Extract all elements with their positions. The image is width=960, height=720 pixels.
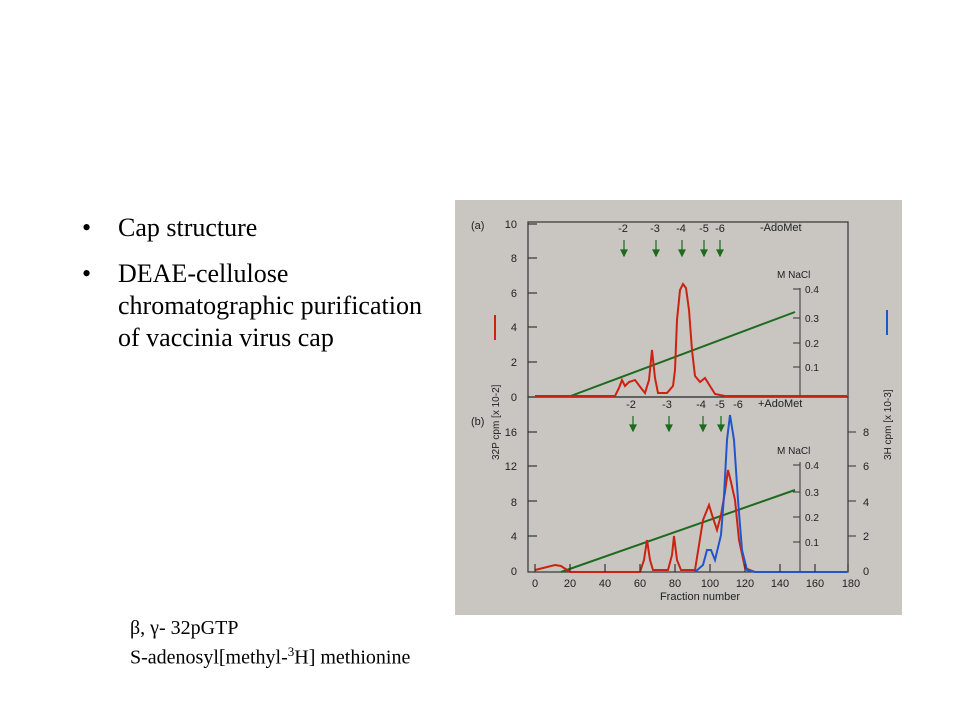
tick-label: 0 xyxy=(531,578,539,590)
tick-label: 8 xyxy=(510,497,517,509)
tick-label: 4 xyxy=(863,497,870,509)
tick-label: 160 xyxy=(805,578,825,590)
panel-b-tick-marks xyxy=(528,432,537,536)
tick-label: 120 xyxy=(735,578,755,590)
tick-label: 180 xyxy=(841,578,861,590)
chromatography-figure xyxy=(455,200,902,615)
marker-label: -6 xyxy=(733,399,743,411)
marker-label: -5 xyxy=(699,223,709,235)
caption-line-1: β, γ- 32pGTP xyxy=(130,617,239,639)
marker-label: -6 xyxy=(715,223,725,235)
marker-label: -3 xyxy=(650,223,660,235)
panel-a-arrows xyxy=(621,240,723,256)
panel-b-nacl-axis xyxy=(777,446,819,572)
tick-label: 100 xyxy=(700,578,720,590)
tick-label: 60 xyxy=(633,578,647,590)
tick-label: 0 xyxy=(510,392,517,404)
tick-label: 0.2 xyxy=(805,513,819,524)
panel-a-nacl-axis xyxy=(777,270,819,397)
tick-label: 0.1 xyxy=(805,363,819,374)
tick-label: 6 xyxy=(863,461,870,473)
bullet-dot: • xyxy=(82,259,92,288)
bullet-list xyxy=(80,212,430,368)
panel-a-markers xyxy=(618,223,725,235)
caption-text: S-adenosyl[methyl- xyxy=(130,646,288,669)
bullet-dot: • xyxy=(82,213,92,242)
panel-b-label: (b) xyxy=(471,416,485,428)
tick-label: 40 xyxy=(598,578,612,590)
tick-label: 2 xyxy=(863,531,870,543)
tick-label: 0 xyxy=(510,566,517,578)
nacl-label: M NaCl xyxy=(777,446,811,457)
tick-label: 0.1 xyxy=(805,538,819,549)
x-axis-label: Fraction number xyxy=(659,591,741,603)
panel-a-nacl-gradient xyxy=(568,312,795,397)
panel-b-condition: +AdoMet xyxy=(758,398,803,410)
bullet-cap-structure xyxy=(80,212,430,244)
marker-label: -2 xyxy=(626,399,636,411)
tick-label: 16 xyxy=(504,427,517,439)
panel-a-left-ticks xyxy=(505,219,517,404)
panel-b-h3-trace xyxy=(695,415,847,572)
tick-label: 8 xyxy=(863,427,870,439)
tick-label: 0.3 xyxy=(805,488,819,499)
figure-caption xyxy=(130,616,410,670)
tick-label: 140 xyxy=(770,578,790,590)
panel-a-label: (a) xyxy=(471,220,485,232)
tick-label: 0.2 xyxy=(805,339,819,350)
panel-a-condition: -AdoMet xyxy=(760,222,802,234)
tick-label: 0.4 xyxy=(805,285,819,296)
nacl-label: M NaCl xyxy=(777,270,811,281)
panel-b-left-ticks xyxy=(505,427,517,578)
x-tick-labels xyxy=(532,578,860,590)
tick-label: 8 xyxy=(510,253,517,265)
right-axis-label: 3H cpm [x 10-3] xyxy=(883,389,894,460)
tick-label: 80 xyxy=(668,578,682,590)
marker-label: -5 xyxy=(715,399,725,411)
panel-b-nacl-gradient xyxy=(561,490,795,572)
panel-b-far-right-ticks xyxy=(848,427,869,578)
panel-b-arrows xyxy=(630,416,724,431)
tick-label: 12 xyxy=(504,461,517,473)
tick-label: 4 xyxy=(510,531,517,543)
tick-label: 2 xyxy=(510,357,517,369)
tick-label: 0.4 xyxy=(805,461,819,472)
tick-label: 6 xyxy=(510,288,517,300)
panel-a-tick-marks xyxy=(528,224,537,362)
marker-label: -4 xyxy=(676,223,686,235)
marker-label: -4 xyxy=(696,399,706,411)
panel-b-markers xyxy=(626,399,743,411)
marker-label: -3 xyxy=(662,399,672,411)
marker-label: -2 xyxy=(618,223,628,235)
tick-label: 4 xyxy=(510,322,517,334)
tick-label: 10 xyxy=(504,219,517,231)
caption-superscript: 3 xyxy=(287,644,295,659)
caption-line-2 xyxy=(130,640,410,670)
caption-text: H] methionine xyxy=(294,646,411,669)
bullet-deae xyxy=(80,258,430,354)
bullet-text: DEAE-cellulose chromatographic purification of vaccinia virus cap xyxy=(118,259,422,352)
left-axis-label: 32P cpm [x 10-2] xyxy=(491,384,502,460)
tick-label: 0.3 xyxy=(805,314,819,325)
tick-label: 20 xyxy=(563,578,577,590)
bullet-text: Cap structure xyxy=(118,213,258,242)
tick-label: 0 xyxy=(863,566,870,578)
